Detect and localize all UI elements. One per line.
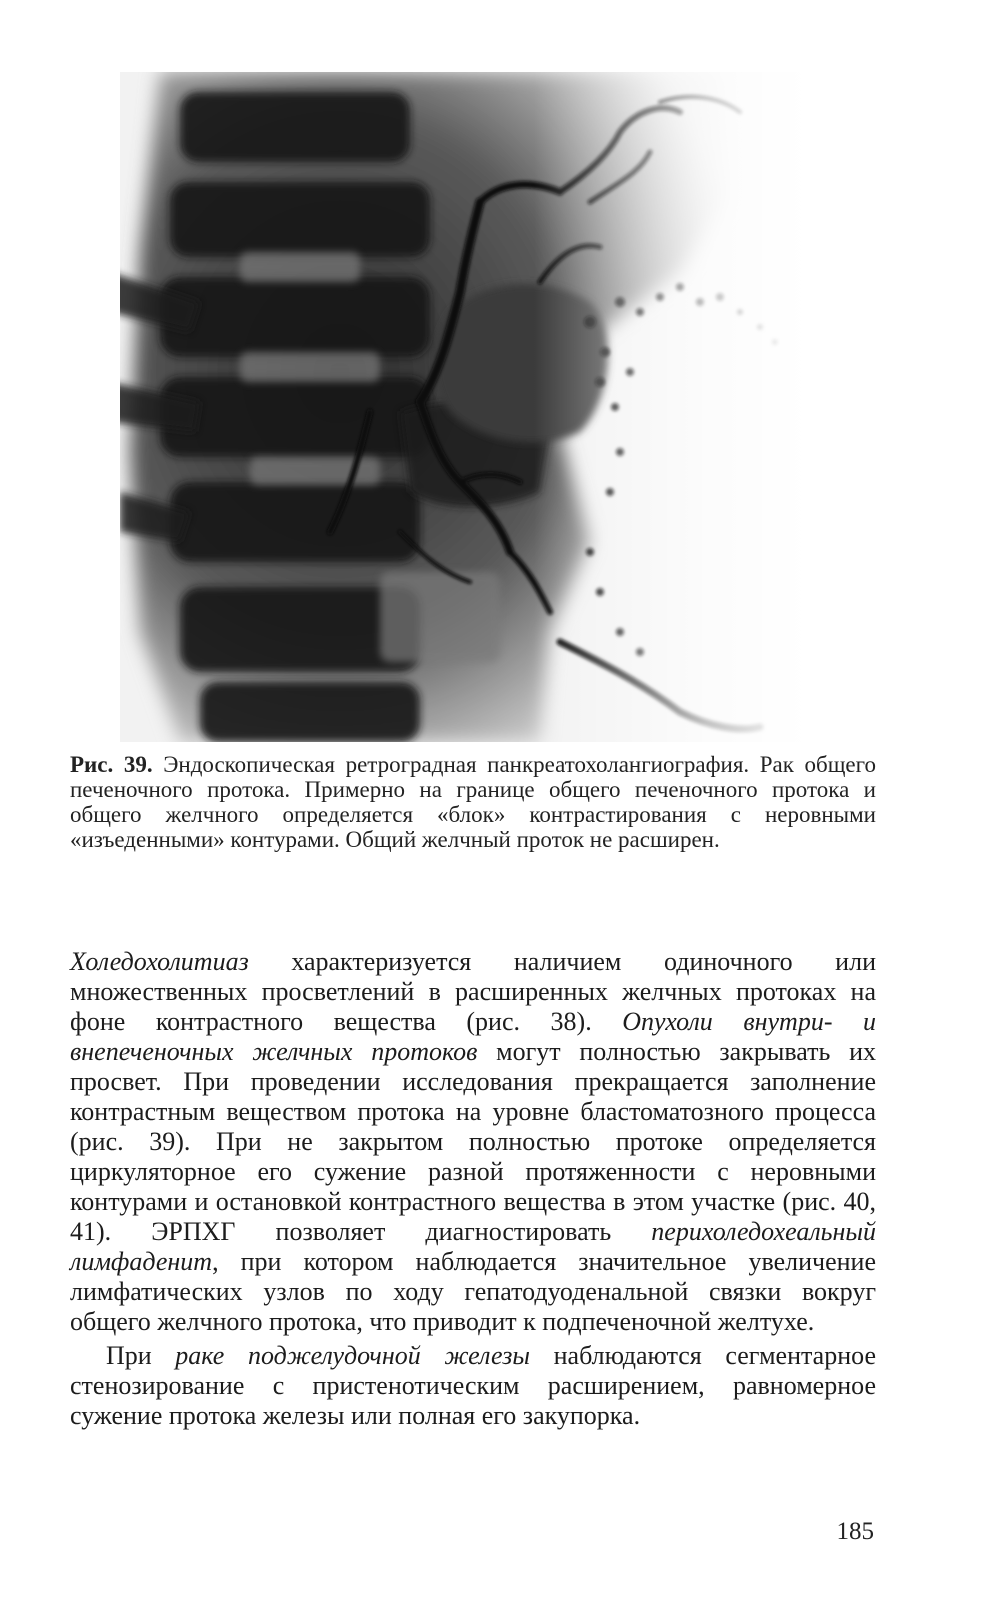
xray-figure <box>120 72 810 742</box>
paragraph <box>70 947 876 1337</box>
italic-term: Холедохолитиаз <box>70 947 249 976</box>
text-run: характеризуется наличием одиночного или множественных просветлений в расширенных желчных протоках на фоне контрастного вещества (рис. 38). <box>70 947 876 1036</box>
paragraph <box>70 1341 876 1431</box>
text-run: , при котором наблюдается значительное увеличение лимфатических узлов по ходу гепатодуоденальной связки вокруг общего желчного протока, что приводит к подпеченочной желтухе. <box>70 1247 876 1336</box>
cholangiogram-image <box>120 72 810 742</box>
body-text <box>70 947 876 1431</box>
italic-term: раке поджелудочной железы <box>175 1341 531 1370</box>
text-run: могут полностью закрывать их просвет. При проведении исследования прекращается заполнение контрастным веществом протока на уровне бластоматозного процесса (рис. 39). При не закрытом полностью протоке определяется циркуляторное его сужение разной протяженности с неровными контурами и остановкой контрастного вещества в этом участке (рис. 40, 41). ЭРПХГ позволяет диагностировать <box>70 1037 876 1246</box>
text-run: При <box>106 1341 176 1370</box>
italic-term: перихоледохеальный лимфаденит <box>70 1217 876 1276</box>
figure-label: Рис. 39. <box>70 752 153 777</box>
italic-term: Опухоли внутри- и внепеченочных желчных протоков <box>70 1007 876 1066</box>
text-run: наблюдаются сегментарное стенозирование с пристенотическим расширением, равномерное сужение протока железы или полная его закупорка. <box>70 1341 876 1430</box>
figure-caption-text: Эндоскопическая ретроградная панкреатохолангиография. Рак общего печеночного протока. Примерно на границе общего печеночного протока и общего желчного определяется «блок» контрастирования с неровными «изъеденными» контурами. Общий желчный проток не расширен. <box>70 752 876 852</box>
figure-caption <box>70 752 876 852</box>
page-number: 185 <box>836 1518 874 1545</box>
